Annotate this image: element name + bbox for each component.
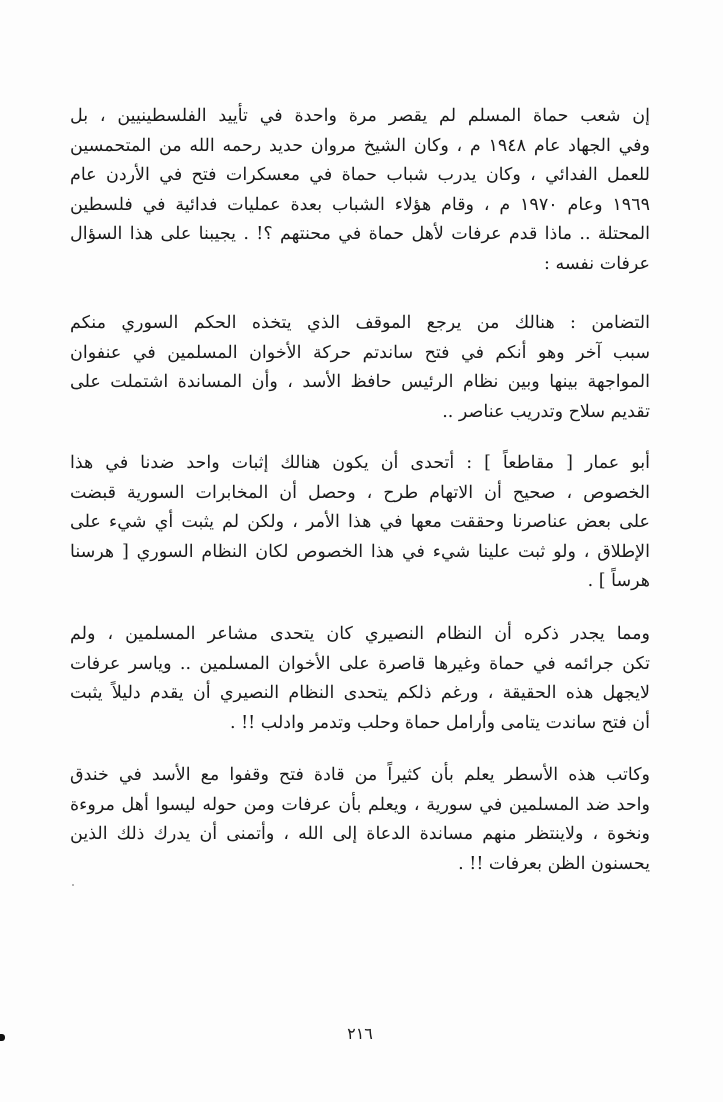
paragraph-author-conclusion (70, 761, 650, 879)
paragraph-line: المواجهة بينها وبين نظام الرئيس حافظ الأسد ، وأن المساندة اشتملت على (70, 372, 650, 392)
paragraph-interview-answer (70, 449, 650, 597)
paragraph-line: ونخوة ، ولاينتظر منهم مساندة الدعاة إلى الله ، وأتمنى أن يدرك ذلك الذين (70, 824, 650, 844)
paragraph-line: تكن جرائمه في حماة وغيرها قاصرة على الأخوان المسلمين .. وياسر عرفات (70, 653, 650, 674)
paragraph-line: الخصوص ، صحيح أن الاتهام طرح ، وحصل أن المخابرات السورية قبضت (70, 482, 650, 503)
paragraph-line: يحسنون الظن بعرفات !! . (458, 853, 650, 874)
paragraph-line: إن شعب حماة المسلم لم يقصر مرة واحدة في تأييد الفلسطينيين ، بل (70, 106, 650, 126)
paragraph-line: أن فتح ساندت يتامى وأرامل حماة وحلب وتدمر وادلب !! . (230, 712, 650, 733)
paragraph-line: تقديم سلاح وتدريب عناصر .. (442, 401, 650, 422)
paragraph-regime-challenge (70, 620, 650, 738)
paragraph-line: وكاتب هذه الأسطر يعلم بأن كثيراً من قادة فتح وقفوا مع الأسد في خندق (70, 765, 650, 785)
paragraph-line: وفي الجهاد عام ١٩٤٨ م ، وكان الشيخ مروان حديد رحمه الله من المتحمسين (70, 135, 650, 156)
paragraph-interview-question (70, 309, 650, 427)
paragraph-line: أبو عمار [ مقاطعاً ] : أتحدى أن يكون هنالك إثبات واحد ضدنا في هذا (70, 453, 650, 473)
scan-edge-mark (0, 1034, 5, 1041)
paragraph-line: لايجهل هذه الحقيقة ، ورغم ذلكم يتحدى النظام النصيري أن يقدم دليلاً يثبت (70, 683, 650, 703)
paragraph-line: الإطلاق ، ولو ثبت علينا شيء في هذا الخصوص لكان النظام السوري [ هرسنا (70, 541, 650, 562)
scan-speck (72, 884, 74, 886)
paragraph-line: المحتلة .. ماذا قدم عرفات لأهل حماة في محنتهم ؟! . يجيبنا على هذا السؤال (70, 224, 650, 244)
paragraph-line: واحد ضد المسلمين في سورية ، ويعلم بأن عرفات ومن حوله ليسوا أهل مروءة (70, 794, 650, 815)
paragraph-line: ١٩٦٩ وعام ١٩٧٠ م ، وقام هؤلاء الشباب بعدة عمليات فدائية في فلسطين (70, 194, 650, 215)
paragraph-line: ومما يجدر ذكره أن النظام النصيري كان يتحدى مشاعر المسلمين ، ولم (70, 624, 650, 644)
paragraph-line: التضامن : هنالك من يرجع الموقف الذي يتخذه الحكم السوري منكم (70, 313, 650, 333)
paragraph-hama-support (70, 102, 650, 279)
paragraph-line: على بعض عناصرنا وحققت معها في هذا الأمر ، ولكن لم يثبت أي شيء على (70, 512, 650, 532)
paragraph-line: سبب آخر وهو أنكم في فتح ساندتم حركة الأخوان المسلمين في عنفوان (70, 342, 650, 363)
paragraph-line: هرساً ] . (587, 571, 650, 591)
paragraph-line: للعمل الفدائي ، وكان يدرب شباب حماة في معسكرات فتح في الأردن عام (70, 165, 650, 185)
paragraph-line: عرفات نفسه : (543, 253, 650, 274)
page-number: ٢١٦ (347, 1024, 373, 1043)
